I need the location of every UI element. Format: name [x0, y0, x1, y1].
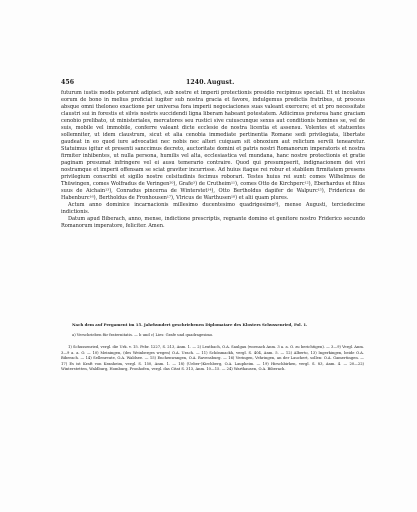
variant-note: a) Verschrieben für fraternitatis. — b und c) Lies: Grafe und quadragesimo.: [72, 333, 214, 337]
page-number: 456: [61, 79, 75, 86]
charter-text: [61, 90, 365, 230]
charter-paragraph: Actum anno dominice incarnacionis millesimo ducentesimo quadrigesimo⁹), mense Augusti, terciedecime indictionis.: [61, 202, 365, 215]
charter-paragraph: Datum apud Biberach, anno, mense, indictione prescriptis, regnante domino et genitore nostro Friderico secundo Romanorum imperatore, feliciter. Amen.: [61, 216, 365, 229]
footnotes: [61, 345, 364, 373]
header-month: August.: [207, 79, 235, 86]
footnote-text: 1) Schussenried, vergl. die Urk. v. 15. Febr. 1227, S. 213, Anm. 1. — 2) Leutbach, O.A. Saulgau (wornach Anm. 3 a. a. O. zu berichtigen). — 3—9) Vergl. Anm. 3—9 a. a. O. — 10) Meiningen, (des Weinberges wegen) O.A. Urach. — 11) Schönmackh, vergl. S. 404, Anm. 5. — 12) Alberto, 13) Ingerkingen, beide O.A. Biberach. — 14) Sellenreute, O.A. Waldsee. — 15) Enchenwangen, O.A. Ravensburg. — 16) Veringen, Vehringen, an der Lauchert, sollen: O.A. Gamertingen. — 17) Es ist Kraft von Kranheim, vergl. S. 150, Anm. 1. — 18) (Ueber-)Kirchberg, O.A. Laupheim. — 19) Hirschbirken, vergl. S. 83, Anm. 4. — 20—22) Winterstetten, Waldburg, Homburg, Fronhofen, vergl. das Citat S. 313, Anm. 10—15. — 24) Warthausen, O.A. Biberach.: [61, 345, 364, 372]
source-note: Nach dem auf Pergament im 15. Jahrhundert geschriebenen Diplomatare des Klosters Schussenried, Fol. 1.: [72, 322, 308, 327]
charter-paragraph: futurum iustis modis poterunt adipisci, sub nostre et imperii protectionis presidio recipimus speciali. Et ut incolatus eorum de bono in melius proficiat iugiter sub nostra gracia et favore, indulgemus predictis fratribus, ut proceus absque omni theloneo exactione per universa fora imperii negociaciones suas valeant exercere; et ut pro necessitate claustri sui in forestis et silvis nostris succidendi ligna liberam habeant potestatem. Adiicimus preterea hanc graciam cenobio prelibato, ut ministeriales, mercatores seu rustici sive cuiuscunque sexus aut conditionis homines se, vel de suis, mobile vel immobile, conferre valeant dicte ecclesie de nostra licentia et assensu. Volentes et statuentes sollemniter, ut idem claustrum, sicut et alia cenobia immediate pertinentia Romane sedi privilegiata, libertate gaudeat in eo quod iure advocatiei nec nobis nec alteri cuiquam sit obnoxium aut relictum servili tenearetur. Statuimus igitur et presenti sanccimus decreto, auctoritate domini et patris nostri Romanorum imperatoris et nostra firmiter inhibentes, ut nulla persona, humilis vel alta, ecclesiastica vel mundana, hanc nostre protectionis et gratie paginam presumat infringere vel ei ausu temerario contraire. Quod qui presumpserit, indignacionem dei vivi nostramque et imperii offensam se sciat graviter incurrisse. Ad huius itaque rei robur et stabilem firmitatem presens privilegium conscribi et sigillo nostre celsitudinis fecimus roborari. Testes huius rei sunt: comes Wilhelmus de Thüwingen, comes Wolfradus de Veringen²⁰), Grafe³) de Crutheim¹¹), comes Otto de Kirchperc¹²), Eberhardus et filius suus de Aichain¹³), Conradus pincerna de Winterstet¹⁴), Otto Bertholdus dapifer de Walpurc¹⁵), Fridericus de Habenburc¹⁶), Bertholdus de Fronhousen¹⁷), Vlricus de Warthusen¹⁸) et alii quam plures.: [61, 90, 365, 201]
header-year: 1240.: [186, 79, 206, 86]
